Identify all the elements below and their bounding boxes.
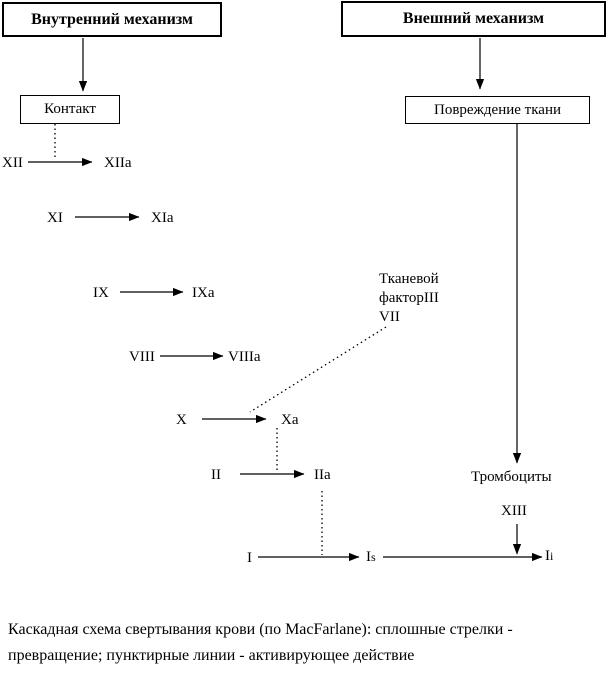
- platelets-label: Тромбоциты: [471, 469, 552, 485]
- factor-xiii-label: XIII: [501, 503, 527, 519]
- factor-xia-label: XIa: [151, 210, 174, 226]
- factor-is-label: [366, 549, 376, 565]
- factor-ii-insoluble-base: I: [545, 548, 550, 564]
- factor-viiia-label: VIIIa: [228, 349, 261, 365]
- tissue-factor-line2: факторIII: [379, 290, 439, 306]
- factor-ixa-label: IXa: [192, 285, 215, 301]
- factor-x-label: X: [176, 412, 187, 428]
- tissue-factor-block: [379, 270, 439, 327]
- factor-is-base: I: [366, 549, 371, 565]
- internal-mechanism-box: Внутренний механизм: [2, 2, 222, 37]
- factor-xii-label: XII: [2, 155, 23, 171]
- factor-xiia-label: XIIa: [104, 155, 132, 171]
- figure-caption-line1: Каскадная схема свертывания крови (по MacFarlane): сплошные стрелки -: [8, 621, 513, 638]
- figure-caption: [8, 617, 603, 669]
- tissue-factor-line1: Тканевой: [379, 271, 439, 287]
- factor-xi-label: XI: [47, 210, 63, 226]
- external-mechanism-box: Внешний механизм: [341, 1, 606, 37]
- factor-i-label: I: [247, 550, 252, 566]
- tissue-factor-line3: VII: [379, 309, 400, 325]
- tissue-damage-box: Повреждение ткани: [405, 96, 590, 124]
- factor-xa-label: Xa: [281, 412, 299, 428]
- factor-ii-label: II: [211, 467, 221, 483]
- factor-is-subscript: s: [371, 550, 376, 564]
- factor-ii-insoluble-label: [545, 548, 553, 564]
- factor-ii-insoluble-subscript: i: [550, 549, 554, 563]
- figure-caption-line2: превращение; пунктирные линии - активирующее действие: [8, 647, 415, 664]
- contact-box: Контакт: [20, 95, 120, 124]
- factor-ix-label: IX: [93, 285, 109, 301]
- factor-iia-label: IIa: [314, 467, 331, 483]
- factor-viii-label: VIII: [129, 349, 155, 365]
- dotted-vii-to-x-arrow: [250, 327, 386, 412]
